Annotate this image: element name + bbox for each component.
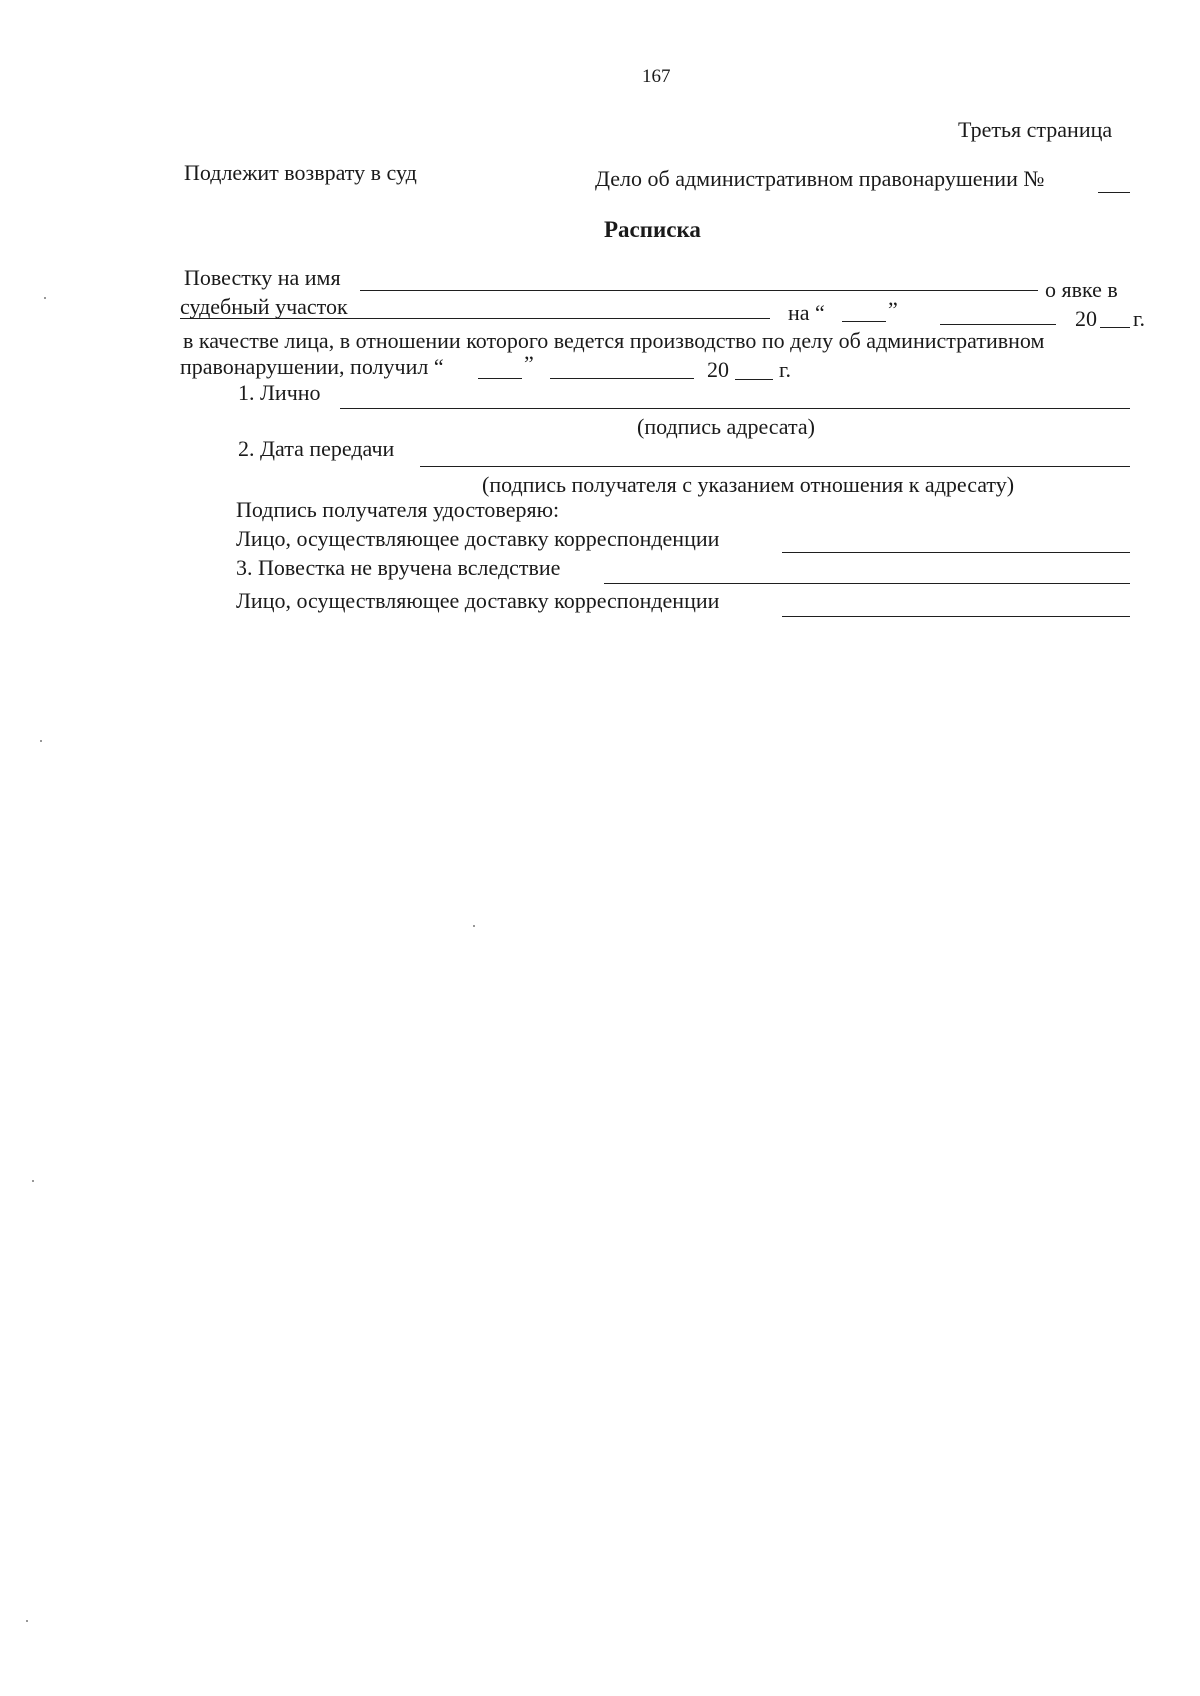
appearance-month-field[interactable] (940, 324, 1056, 325)
appearance-year-field[interactable] (1100, 327, 1130, 328)
scan-speck (473, 925, 475, 927)
certify-label: Подпись получателя удостоверяю: (236, 497, 560, 522)
case-number-field[interactable] (1098, 192, 1130, 193)
summons-name-label: Повестку на имя (184, 265, 341, 290)
item3-label: 3. Повестка не вручена вследствие (236, 555, 561, 580)
delivery-person-label-2: Лицо, осуществляющее доставку корреспонденции (236, 588, 720, 613)
addressee-name-field[interactable] (360, 290, 1038, 291)
received-year-suffix: г. (779, 357, 792, 382)
scan-speck (26, 1620, 28, 1622)
court-section-field[interactable] (180, 318, 770, 319)
received-quote-close: ” (524, 351, 534, 376)
received-day-field[interactable] (478, 378, 522, 379)
item1-signature-field[interactable] (340, 408, 1130, 409)
delivery-person-signature-field[interactable] (782, 552, 1130, 553)
return-note: Подлежит возврату в суд (184, 160, 417, 185)
delivery-person-label: Лицо, осуществляющее доставку корреспонденции (236, 526, 720, 551)
item2-label: 2. Дата передачи (238, 436, 395, 461)
item1-label: 1. Лично (238, 380, 321, 405)
document-title: Расписка (604, 217, 701, 242)
received-month-field[interactable] (550, 378, 694, 379)
scan-speck (32, 1180, 34, 1182)
item1-caption: (подпись адресата) (637, 414, 815, 439)
capacity-text: в качестве лица, в отношении которого ведется производство по делу об административном (183, 328, 1045, 353)
item2-date-field[interactable] (420, 466, 1130, 467)
appearance-label: о явке в (1045, 277, 1118, 302)
received-label: правонарушении, получил “ (180, 354, 444, 379)
received-year-field[interactable] (735, 379, 773, 380)
item3-reason-field[interactable] (604, 583, 1130, 584)
appearance-year-prefix: 20 (1075, 306, 1097, 331)
item2-caption: (подпись получателя с указанием отношения к адресату) (482, 472, 1015, 497)
received-year-prefix: 20 (707, 357, 729, 382)
scan-speck (40, 740, 42, 742)
on-date-label: на “ (788, 300, 825, 325)
court-section-label: судебный участок (180, 294, 348, 319)
day-quote-close: ” (888, 297, 898, 322)
case-label: Дело об административном правонарушении № (595, 166, 1045, 191)
delivery-person-signature-field-2[interactable] (782, 616, 1130, 617)
scan-speck (44, 297, 46, 299)
page-number: 167 (642, 66, 671, 87)
appearance-year-suffix: г. (1133, 306, 1146, 331)
page-label: Третья страница (958, 117, 1113, 142)
appearance-day-field[interactable] (842, 321, 886, 322)
